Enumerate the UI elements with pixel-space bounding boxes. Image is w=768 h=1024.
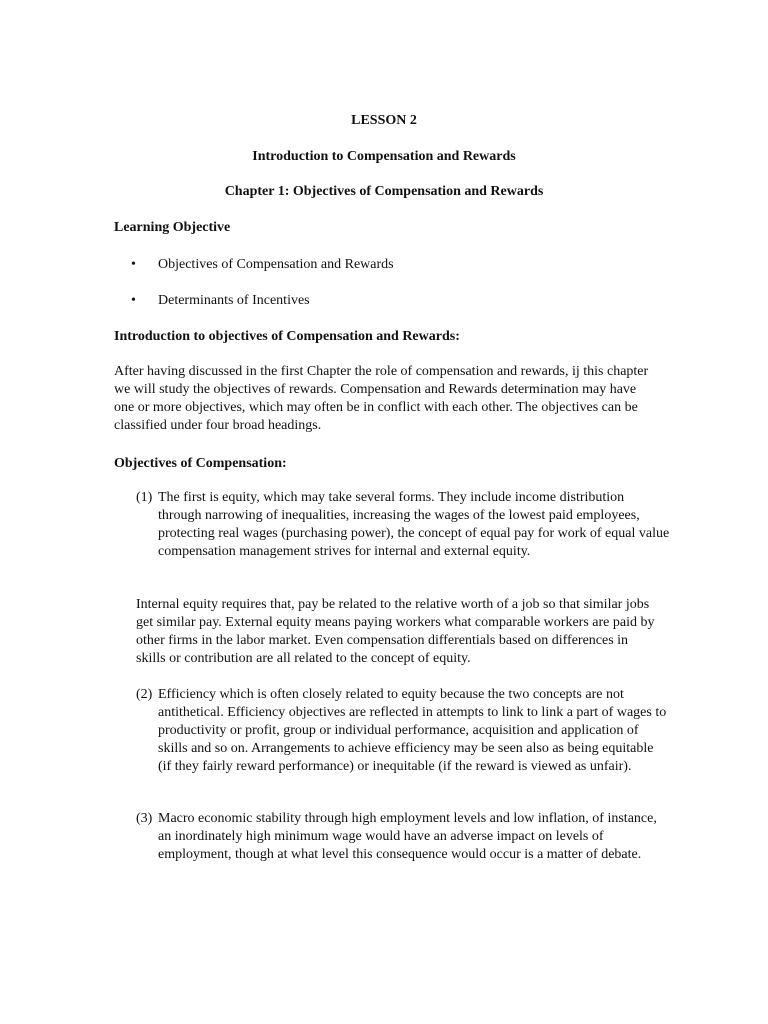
internal-equity-paragraph: Internal equity requires that, pay be related to the relative worth of a job so that similar jobs get similar pay. External equity means paying workers what comparable workers are paid by other firms in the labor market. Even compensation differentials based on differences in skills or contribution are all related to the concept of equity. [136,597,655,666]
item-number: (3) [136,811,153,826]
list-item [114,256,674,292]
chapter-title: Chapter 1: Objectives of Compensation and Rewards [224,184,544,199]
learning-objective-list [114,256,674,328]
list-item [114,292,674,328]
intro-heading: Introduction to objectives of Compensation and Rewards: [114,329,460,344]
document-title: Introduction to Compensation and Rewards [252,149,516,164]
list-item [136,489,670,561]
list-item-text: Determinants of Incentives [158,293,310,308]
objective-item-2 [136,686,670,776]
item-number: (2) [136,687,153,702]
objectives-heading: Objectives of Compensation: [114,456,287,471]
item-number: (1) [136,490,153,505]
lesson-label: LESSON 2 [351,113,417,128]
item-text: Efficiency which is often closely related to equity because the two concepts are not antithetical. Efficiency objectives are reflected in attempts to link to link a part of wages to productivity or profit, group or individual performance, acquisition and application of skills and so on. Arrangements to achieve efficiency may be seen also as being equitable (if they fairly reward performance) or inequitable (if the reward is viewed as unfair). [158,687,667,774]
list-item [136,686,670,776]
objective-item-3 [136,810,670,864]
list-item [136,810,670,864]
item-text: Macro economic stability through high employment levels and low inflation, of instance, an inordinately high minimum wage would have an adverse impact on levels of employment, though at what level this consequence would occur is a matter of debate. [158,811,657,862]
objective-item-1 [136,489,670,561]
intro-paragraph: After having discussed in the first Chapter the role of compensation and rewards, ij this chapter we will study the objectives of rewards. Compensation and Rewards determination may have one or more objectives, which may often be in conflict with each other. The objectives can be classified under four broad headings. [114,364,649,433]
bullet-icon: • [131,257,136,272]
bullet-icon: • [131,293,136,308]
learning-objective-heading: Learning Objective [114,220,231,235]
item-text: The first is equity, which may take several forms. They include income distribution through narrowing of inequalities, increasing the wages of the lowest paid employees, protecting real wages (purchasing power), the concept of equal pay for work of equal value compensation management strives for internal and external equity. [158,490,670,559]
list-item-text: Objectives of Compensation and Rewards [158,257,394,272]
